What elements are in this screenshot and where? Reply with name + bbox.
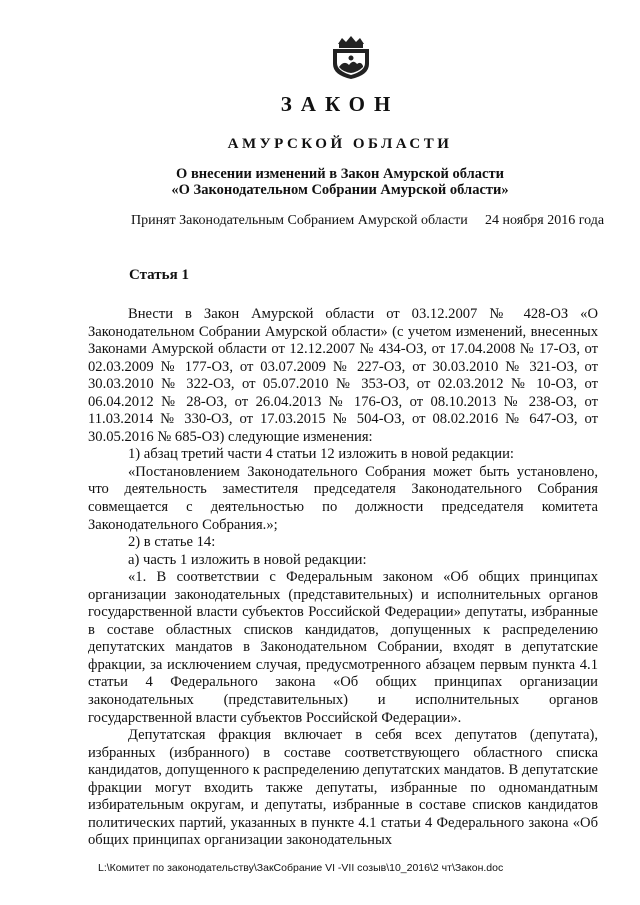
law-subject [0,166,640,198]
paragraph: «1. В соответствии с Федеральным законом «Об общих принципах организации законодательных (представительных) и исполнительных органов государственной власти субъектов Российской Федерации» депутаты, избранные в составе областных списков кандидатов, допущенных к распределению депутатских мандатов в Законодательном Собрании, входят в депутатские фракции, за исключением случая, предусмотренного абзацем первым пункта 4.1 статьи 4 Федерального закона «Об общих принципах организации законодательных (представительных) и исполнительных органов государственной власти субъектов Российской Федерации». [88,569,598,726]
paragraph: а) часть 1 изложить в новой редакции: [128,551,367,568]
region-name: АМУРСКОЙ ОБЛАСТИ [227,136,453,152]
article-body [88,306,598,850]
paragraph: «Постановлением Законодательного Собрания может быть установлено, что деятельность заместителя председателя Законодательного Собрания совмещается с деятельностью по должности председателя комитета Законодательного Собрания.»; [88,463,598,533]
paragraph: 2) в статье 14: [128,534,216,551]
law-subject-line-2: «О Законодательном Собрании Амурской области» [171,182,509,198]
adopted-date: 24 ноября 2016 года [485,213,605,228]
paragraph: Депутатская фракция включает в себя всех депутатов (депутата), избранных (избранного) в составе соответствующего областного списка кандидатов, допущенного к распределению депутатских мандатов. В депутатские фракции могут входить также депутаты, избранные по одномандатным избирательным округам, и депутаты, избранные в составе списков кандидатов политических партий, указанных в пункте 4.1 статьи 4 Федерального закона «Об общих принципах организации законодательных [88,727,598,849]
coat-of-arms-icon [330,34,372,80]
paragraph: 1) абзац третий части 4 статьи 12 изложить в новой редакции: [128,446,514,463]
adopted-by: Принят Законодательным Собранием Амурской области [131,213,468,228]
law-subject-line-1: О внесении изменений в Закон Амурской области [176,166,504,182]
paragraph: Внести в Закон Амурской области от 03.12.2007 № 428-ОЗ «О Законодательном Собрании Амурской области» (с учетом изменений, внесенных Законами Амурской области от 12.12.2007 № 434-ОЗ, от 17.04.2008 № 17-ОЗ, от 02.03.2009 № 177-ОЗ, от 03.07.2009 № 227-ОЗ, от 30.03.2010 № 321-ОЗ, от 30.03.2010 № 322-ОЗ, от 05.07.2010 № 353-ОЗ, от 02.03.2012 № 10-ОЗ, от 06.04.2012 № 28-ОЗ, от 26.04.2013 № 176-ОЗ, от 08.10.2013 № 238-ОЗ, от 11.03.2014 № 330-ОЗ, от 17.03.2015 № 504-ОЗ, от 08.02.2016 № 647-ОЗ, от 30.05.2016 № 685-ОЗ) следующие изменения: [88,306,598,445]
article-heading: Статья 1 [129,267,189,283]
document-title: ЗАКОН [280,92,400,116]
file-path-footer: L:\Комитет по законодательству\ЗакСобрание VI -VII созыв\10_2016\2 чт\Закон.doc [98,862,504,874]
